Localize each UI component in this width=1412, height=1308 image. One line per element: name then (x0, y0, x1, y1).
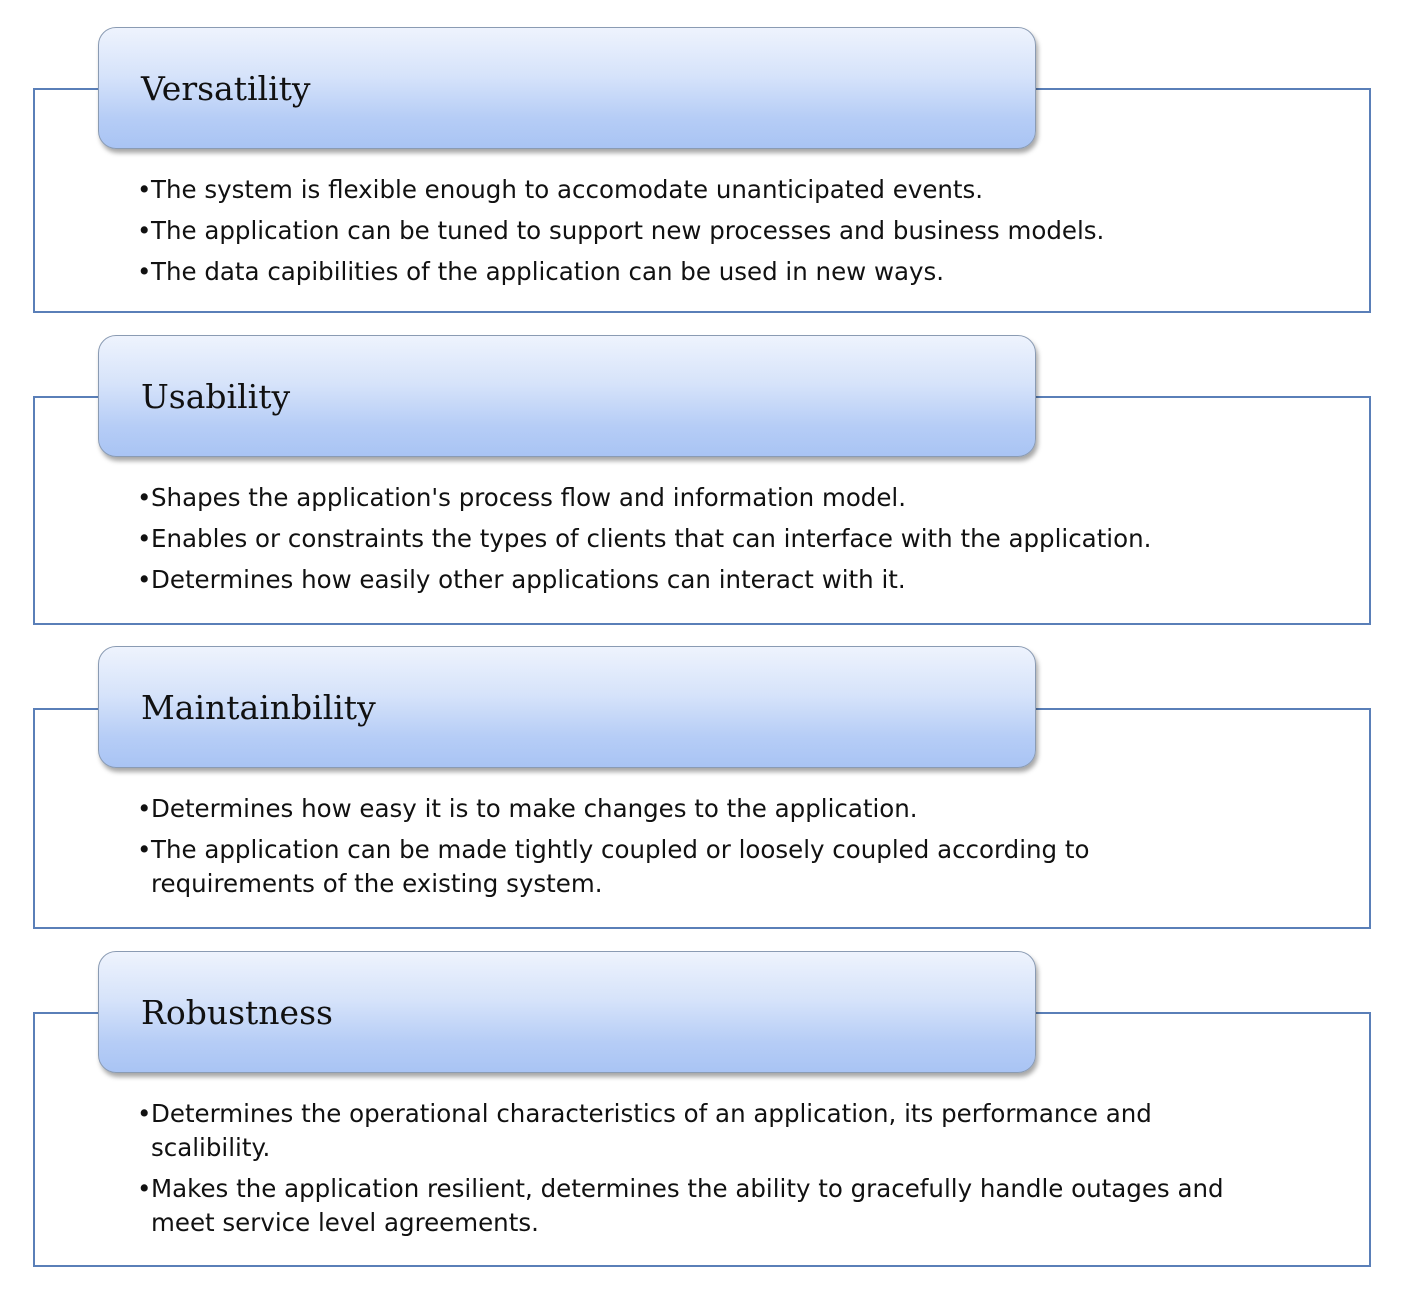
usability-title: Usability (141, 377, 291, 416)
list-item: • Makes the application resilient, determines the ability to gracefully handle outages and meet service level agreements. (137, 1172, 1247, 1240)
robustness-title: Robustness (141, 993, 333, 1032)
usability-bullet-list (137, 481, 1257, 604)
list-item: • Determines how easily other applications can interact with it. (137, 563, 1257, 597)
list-item: • Shapes the application's process flow and information model. (137, 481, 1257, 515)
list-item: • The application can be tuned to support new processes and business models. (137, 214, 1257, 248)
versatility-bullet-list (137, 173, 1257, 296)
robustness-bullet-list (137, 1097, 1247, 1247)
versatility-title: Versatility (141, 69, 311, 108)
list-item: • The data capibilities of the application can be used in new ways. (137, 255, 1257, 289)
usability-header (98, 335, 1036, 457)
list-item: • Enables or constraints the types of clients that can interface with the application. (137, 522, 1257, 556)
list-item: • The system is flexible enough to accomodate unanticipated events. (137, 173, 1257, 207)
maintainbility-bullet-list (137, 792, 1157, 908)
robustness-header (98, 951, 1036, 1073)
versatility-header (98, 27, 1036, 149)
list-item: • The application can be made tightly coupled or loosely coupled according to requirements of the existing system. (137, 833, 1157, 901)
list-item: • Determines the operational characteristics of an application, its performance and scalibility. (137, 1097, 1247, 1165)
maintainbility-title: Maintainbility (141, 688, 376, 727)
maintainbility-header (98, 646, 1036, 768)
list-item: • Determines how easy it is to make changes to the application. (137, 792, 1157, 826)
